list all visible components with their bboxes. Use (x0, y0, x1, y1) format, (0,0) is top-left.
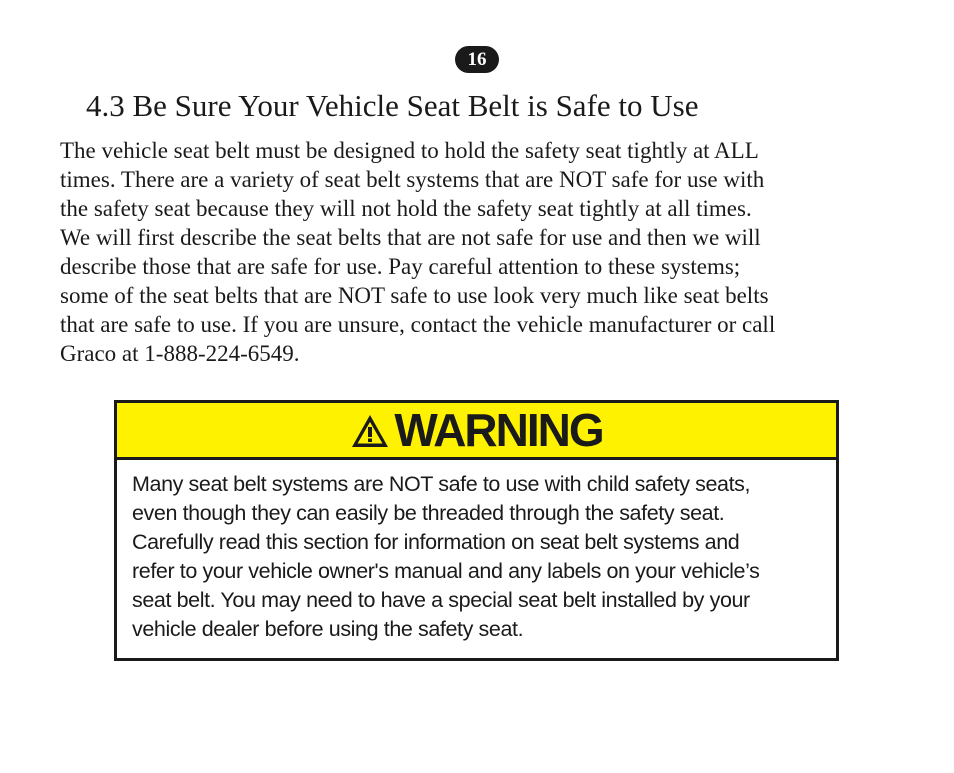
warning-label: WARNING (394, 404, 603, 456)
warning-line: even though they can easily be threaded through the safety seat. (132, 501, 725, 525)
warning-line: vehicle dealer before using the safety seat. (132, 617, 524, 641)
warning-line: Many seat belt systems are NOT safe to use with child safety seats, (132, 472, 751, 496)
body-line: We will first describe the seat belts that are not safe for use and then we will (60, 225, 761, 250)
page-number: 16 (455, 46, 499, 73)
warning-line: seat belt. You may need to have a special seat belt installed by your (132, 588, 750, 612)
body-line: describe those that are safe for use. Pay careful attention to these systems; (60, 254, 741, 279)
warning-triangle-icon (350, 413, 390, 449)
warning-box (114, 400, 839, 661)
warning-header (117, 403, 836, 460)
warning-line: refer to your vehicle owner's manual and any labels on your vehicle’s (132, 559, 760, 583)
body-line: the safety seat because they will not hold the safety seat tightly at all times. (60, 196, 752, 221)
body-line: some of the seat belts that are NOT safe to use look very much like seat belts (60, 283, 769, 308)
warning-body (117, 460, 836, 644)
body-line: The vehicle seat belt must be designed to hold the safety seat tightly at ALL (60, 138, 759, 163)
body-line: that are safe to use. If you are unsure, contact the vehicle manufacturer or call (60, 312, 776, 337)
section-title: 4.3 Be Sure Your Vehicle Seat Belt is Safe to Use (86, 88, 699, 123)
body-line: times. There are a variety of seat belt systems that are NOT safe for use with (60, 167, 765, 192)
section-body (60, 136, 900, 368)
body-line: Graco at 1-888-224-6549. (60, 341, 300, 366)
warning-line: Carefully read this section for information on seat belt systems and (132, 530, 740, 554)
